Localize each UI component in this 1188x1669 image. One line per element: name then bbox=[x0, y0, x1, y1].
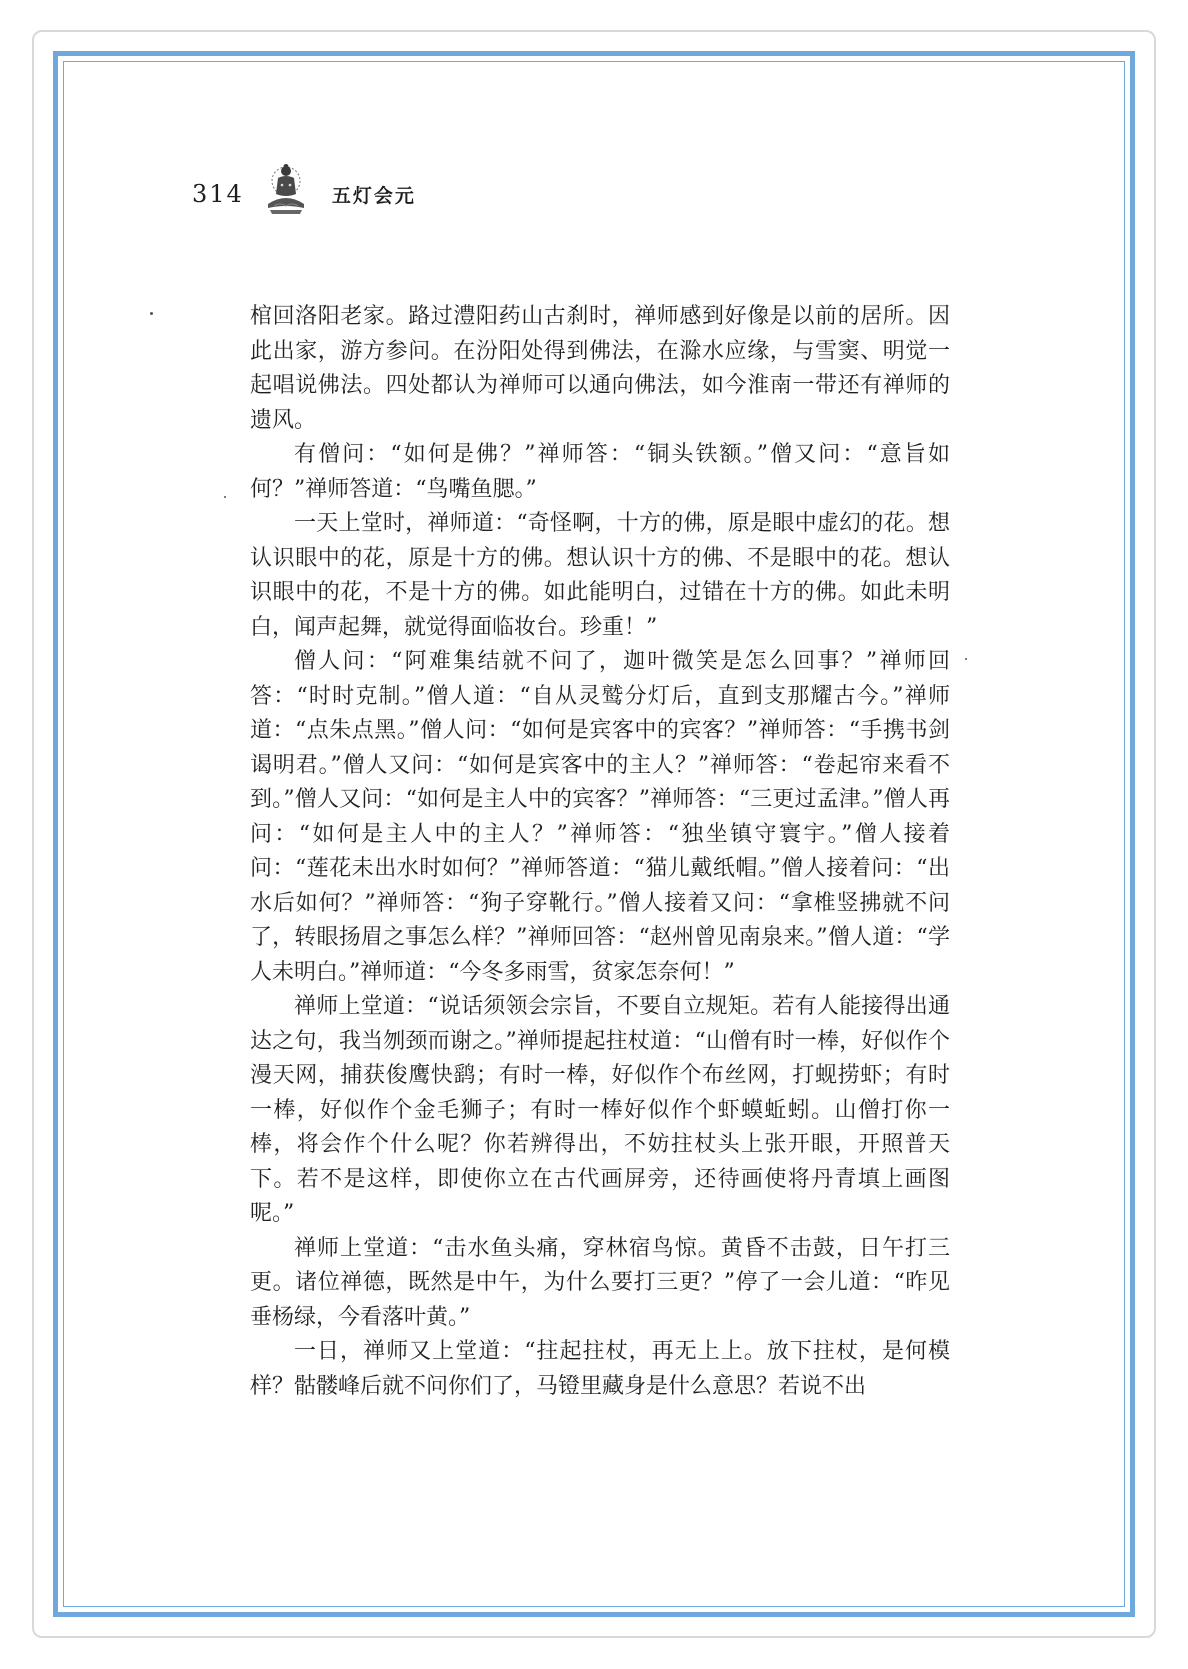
paragraph: 僧人问：“阿难集结就不问了，迦叶微笑是怎么回事？”禅师回答：“时时克制。”僧人道：“自从灵鹫分灯后，直到支那耀古今。”禅师道：“点朱点黑。”僧人问：“如何是宾客中的宾客？”禅师答：“手携书剑谒明君。”僧人又问：“如何是宾客中的主人？”禅师答：“卷起帘来看不到。”僧人又问：“如何是主人中的宾客？”禅师答：“三更过孟津。”僧人再问：“如何是主人中的主人？”禅师答：“独坐镇守寰宇。”僧人接着问：“莲花未出水时如何？”禅师答道：“猫儿戴纸帽。”僧人接着问：“出水后如何？”禅师答：“狗子穿靴行。”僧人接着又问：“拿椎竖拂就不问了，转眼扬眉之事怎么样？”禅师回答：“赵州曾见南泉来。”僧人道：“学人未明白。”禅师道：“今冬多雨雪，贫家怎奈何！” bbox=[250, 649, 950, 985]
paragraph: 有僧问：“如何是佛？”禅师答：“铜头铁额。”僧又问：“意旨如何？”禅师答道：“鸟嘴鱼腮。” bbox=[250, 442, 950, 502]
paragraph: 一天上堂时，禅师道：“奇怪啊，十方的佛，原是眼中虚幻的花。想认识眼中的花，原是十方的佛。想认识十方的佛、不是眼中的花。想认识眼中的花，不是十方的佛。如此能明白，过错在十方的佛。如此未明白，闻声起舞，就觉得面临妆台。珍重！” bbox=[250, 511, 950, 640]
seated-buddha-icon bbox=[260, 160, 312, 216]
paragraph: 棺回洛阳老家。路过澧阳药山古刹时，禅师感到好像是以前的居所。因此出家，游方参问。在汾阳处得到佛法，在滁水应缘，与雪窦、明觉一起唱说佛法。四处都认为禅师可以通向佛法，如今淮南一带还有禅师的遗风。 bbox=[250, 304, 950, 433]
scan-speck bbox=[150, 312, 153, 315]
page-number: 314 bbox=[192, 180, 244, 208]
paragraph: 禅师上堂道：“击水鱼头痛，穿林宿鸟惊。黄昏不击鼓，日午打三更。诸位禅德，既然是中午，为什么要打三更？”停了一会儿道：“昨见垂杨绿，今看落叶黄。” bbox=[250, 1235, 950, 1330]
paragraph: 禅师上堂道：“说话须领会宗旨，不要自立规矩。若有人能接得出通达之句，我当刎颈而谢之。”禅师提起拄杖道：“山僧有时一棒，好似作个漫天网，捕获俊鹰快鹞；有时一棒，好似作个布丝网，打蚬捞虾；有时一棒，好似作个金毛狮子；有时一棒好似作个虾蟆蚯蚓。山僧打你一棒，将会作个什么呢？你若辨得出，不妨拄杖头上张开眼，开照普天下。若不是这样，即使你立在古代画屏旁，还待画使将丹青填上画图呢。” bbox=[250, 994, 950, 1226]
paragraph: 一日，禅师又上堂道：“拄起拄杖，再无上上。放下拄杖，是何模样？骷髅峰后就不问你们了，马镫里藏身是什么意思？若说不出 bbox=[250, 1339, 950, 1399]
scan-speck bbox=[224, 496, 226, 498]
book-title: 五灯会元 bbox=[331, 184, 416, 207]
body-text bbox=[250, 300, 950, 1404]
scan-speck bbox=[965, 658, 967, 660]
page-header bbox=[192, 158, 416, 218]
